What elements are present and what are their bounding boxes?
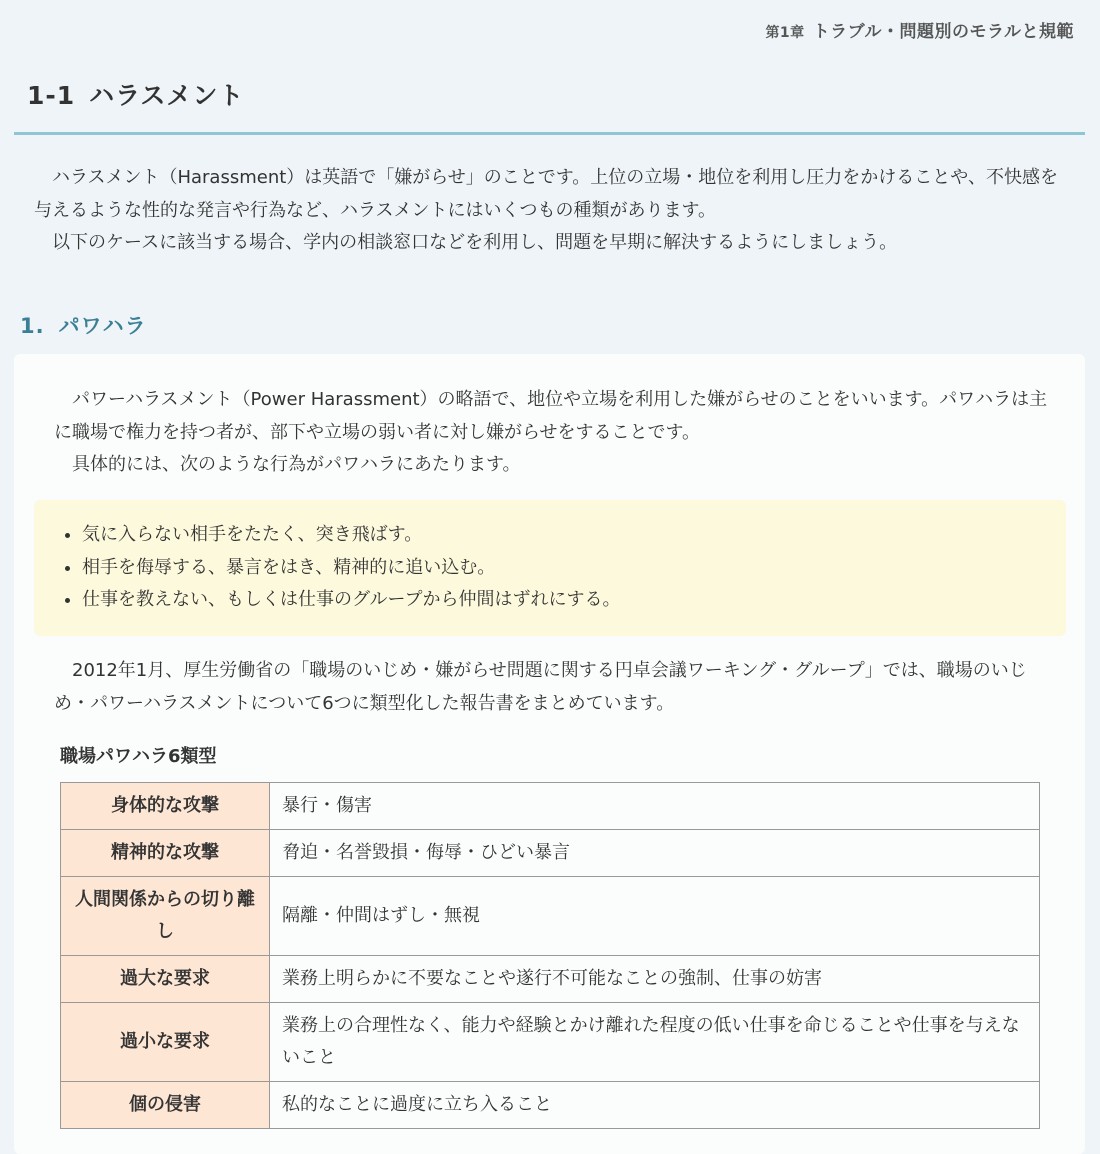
type-cell: 精神的な攻撃 [61, 830, 270, 877]
description-cell: 私的なことに過度に立ち入ること [270, 1082, 1040, 1129]
subsection-heading [20, 310, 147, 340]
table-row [61, 783, 1040, 830]
intro-paragraph: ハラスメント（Harassment）は英語で「嫌がらせ」のことです。上位の立場・地位を利用し圧力をかけることや、不快感を与えるような性的な発言や行為など、ハラスメントにはいくつもの種類があります。 [34, 167, 1058, 221]
list-item: • 仕事を教えない、もしくは仕事のグループから仲間はずれにする。 [82, 584, 621, 617]
table-row [61, 1003, 1040, 1082]
type-cell: 人間関係からの切り離し [61, 877, 270, 956]
description-paragraph: パワーハラスメント（Power Harassment）の略語で、地位や立場を利用した嫌がらせのことをいいます。パワハラは主に職場で権力を持つ者が、部下や立場の弱い者に対し嫌がらせをすることです。 [54, 389, 1048, 443]
type-cell: 個の侵害 [61, 1082, 270, 1129]
subsection-description [54, 384, 1049, 482]
description-cell: 業務上の合理性なく、能力や経験とかけ離れた程度の低い仕事を命じることや仕事を与えないこと [270, 1003, 1040, 1082]
list-item: • 気に入らない相手をたたく、突き飛ばす。 [82, 519, 621, 552]
section-number: 1-1 [27, 81, 76, 110]
description-cell: 暴行・傷害 [270, 783, 1040, 830]
type-cell: 過小な要求 [61, 1003, 270, 1082]
table-row [61, 1082, 1040, 1129]
intro-text [34, 162, 1064, 260]
report-text [54, 655, 1049, 720]
table-row [61, 956, 1040, 1003]
chapter-number: 第1章 [765, 25, 805, 41]
type-cell: 過大な要求 [61, 956, 270, 1003]
list-item: • 相手を侮辱する、暴言をはき、精神的に追い込む。 [82, 552, 621, 585]
description-cell: 脅迫・名誉毀損・侮辱・ひどい暴言 [270, 830, 1040, 877]
description-paragraph: 具体的には、次のような行為がパワハラにあたります。 [72, 454, 521, 475]
chapter-title: トラブル・問題別のモラルと規範 [812, 22, 1074, 42]
chapter-header [765, 17, 1074, 42]
description-cell: 業務上明らかに不要なことや遂行不可能なことの強制、仕事の妨害 [270, 956, 1040, 1003]
subsection-number: 1. [20, 314, 45, 338]
examples-box [34, 500, 1066, 636]
subsection-title: パワハラ [58, 314, 147, 338]
examples-list [34, 519, 621, 617]
report-paragraph: 2012年1月、厚生労働省の「職場のいじめ・嫌がらせ問題に関する円卓会議ワーキング・グループ」では、職場のいじめ・パワーハラスメントについて6つに類型化した報告書をまとめています。 [54, 660, 1027, 714]
type-cell: 身体的な攻撃 [61, 783, 270, 830]
section-title [27, 76, 244, 112]
table-row [61, 877, 1040, 956]
table-row [61, 830, 1040, 877]
intro-paragraph: 以下のケースに該当する場合、学内の相談窓口などを利用し、問題を早期に解決するようにしましょう。 [52, 232, 898, 253]
description-cell: 隔離・仲間はずし・無視 [270, 877, 1040, 956]
harassment-types-table [60, 782, 1040, 1129]
title-divider [14, 132, 1085, 135]
table-caption: 職場パワハラ6類型 [60, 746, 217, 767]
section-title-text: ハラスメント [89, 81, 245, 110]
